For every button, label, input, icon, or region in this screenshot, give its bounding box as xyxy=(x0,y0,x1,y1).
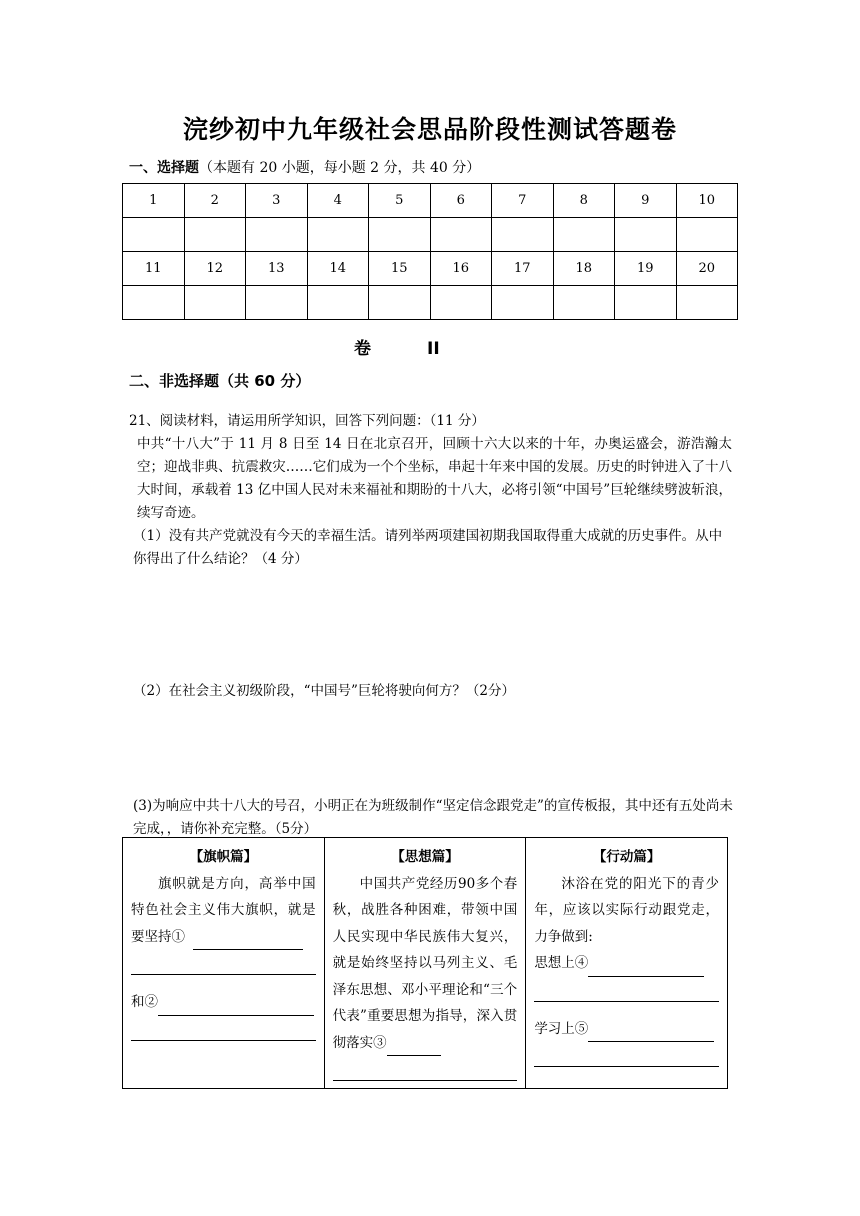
answer-cell[interactable] xyxy=(369,286,431,320)
question-21-material: 中共“十八大”于 11 月 8 日至 14 日在北京召开，回顾十六大以来的十年，办奥运盛会，游浩瀚太空；迎战非典、抗震救灾……它们成为一个个坐标，串起十年来中国的发展。历史的时钟进入了十八大时间，承载着 13 亿中国人民对未来福祉和期盼的十八大，必将引领“中国号”巨轮继续劈波斩浪，续写奇迹。 xyxy=(137,436,732,521)
flag-column-heading: 【旗帜篇】 xyxy=(189,849,258,865)
answer-blank-row xyxy=(123,286,738,320)
volume-label: 卷 xyxy=(354,339,371,359)
question-number: 16 xyxy=(430,252,492,286)
answer-cell[interactable] xyxy=(553,286,615,320)
thought-column-text: 中国共产党经历90多个春秋，战胜各种困难，带领中国人民实现中华民族伟大复兴，就是始终坚持以马列主义、毛泽东思想、邓小平理论和“三个代表”重要思想为指导，深入贯彻落实③ xyxy=(332,875,518,1051)
section1-heading: 一、选择题 xyxy=(129,160,199,176)
answer-cell[interactable] xyxy=(123,286,185,320)
subquestion-1: （1）没有共产党就没有今天的幸福生活。请列举两项建国初期我国取得重大成就的历史事件。从中你得出了什么结论？（4 分） xyxy=(133,528,723,567)
question-number: 3 xyxy=(246,184,308,218)
answer-line-5[interactable] xyxy=(534,1042,719,1067)
answer-line-1[interactable] xyxy=(131,950,316,975)
question-number: 14 xyxy=(307,252,369,286)
volume-heading xyxy=(354,334,440,359)
subquestion-2: （2）在社会主义初级阶段，“中国号”巨轮将驶向何方？（2分） xyxy=(133,683,515,699)
section1-note: （本题有 20 小题，每小题 2 分，共 40 分） xyxy=(199,160,481,176)
page-title: 浣纱初中九年级社会思品阶段性测试答题卷 xyxy=(182,115,677,144)
section2-heading: 二、非选择题（共 60 分） xyxy=(129,372,311,390)
answer-blank-5[interactable] xyxy=(588,1023,714,1042)
answer-cell[interactable] xyxy=(184,218,246,252)
answer-cell[interactable] xyxy=(615,218,677,252)
question-number: 11 xyxy=(123,252,185,286)
answer-blank-4[interactable] xyxy=(588,958,704,977)
question-number: 15 xyxy=(369,252,431,286)
question-number: 9 xyxy=(615,184,677,218)
answer-blank-row xyxy=(123,218,738,252)
action-column-heading: 【行动篇】 xyxy=(592,849,661,865)
answer-cell[interactable] xyxy=(492,286,554,320)
action-column-text: 沐浴在党的阳光下的青少年，应该以实际行动跟党走，力争做到: xyxy=(534,875,719,945)
thought-column xyxy=(324,838,526,1089)
answer-cell[interactable] xyxy=(369,218,431,252)
volume-number: II xyxy=(427,339,440,359)
answer-cell[interactable] xyxy=(307,286,369,320)
question-number: 20 xyxy=(676,252,738,286)
question-number: 19 xyxy=(615,252,677,286)
answer-cell[interactable] xyxy=(615,286,677,320)
subquestion-3: (3)为响应中共十八大的号召，小明正在为班级制作“坚定信念跟党走”的宣传板报，其中还有五处尚未完成，，请你补充完整。（5分） xyxy=(133,798,733,837)
question-number: 1 xyxy=(123,184,185,218)
blackboard-table xyxy=(122,837,728,1089)
answer-number-row xyxy=(123,252,738,286)
answer-cell[interactable] xyxy=(246,286,308,320)
flag-column-prefix-2: 和② xyxy=(131,994,158,1010)
answer-blank-2[interactable] xyxy=(158,997,314,1016)
question-number: 7 xyxy=(492,184,554,218)
action-item-4-label: 思想上④ xyxy=(534,955,589,971)
answer-number-row xyxy=(123,184,738,218)
answer-blank-3[interactable] xyxy=(387,1037,441,1056)
answer-grid xyxy=(122,183,738,320)
question-number: 18 xyxy=(553,252,615,286)
answer-line-3[interactable] xyxy=(333,1056,518,1081)
answer-line-4[interactable] xyxy=(534,977,719,1002)
question-number: 12 xyxy=(184,252,246,286)
answer-cell[interactable] xyxy=(492,218,554,252)
flag-column xyxy=(123,838,325,1089)
answer-cell[interactable] xyxy=(307,218,369,252)
answer-cell[interactable] xyxy=(430,218,492,252)
question-number: 13 xyxy=(246,252,308,286)
answer-cell[interactable] xyxy=(553,218,615,252)
thought-column-heading: 【思想篇】 xyxy=(391,849,459,865)
question-number: 17 xyxy=(492,252,554,286)
answer-cell[interactable] xyxy=(676,218,738,252)
answer-cell[interactable] xyxy=(246,218,308,252)
question-21-stem: 21、阅读材料，请运用所学知识，回答下列问题：（11 分） xyxy=(129,413,485,429)
question-number: 5 xyxy=(369,184,431,218)
answer-blank-1[interactable] xyxy=(193,931,303,950)
answer-cell[interactable] xyxy=(676,286,738,320)
question-number: 6 xyxy=(430,184,492,218)
answer-cell[interactable] xyxy=(123,218,185,252)
action-column xyxy=(526,838,728,1089)
question-number: 4 xyxy=(307,184,369,218)
section1-header xyxy=(129,157,480,177)
question-number: 8 xyxy=(553,184,615,218)
question-number: 2 xyxy=(184,184,246,218)
answer-line-2[interactable] xyxy=(131,1016,316,1041)
flag-column-text: 旗帜就是方向，高举中国特色社会主义伟大旗帜，就是要坚持① xyxy=(131,875,316,945)
question-number: 10 xyxy=(676,184,738,218)
action-item-5-label: 学习上⑤ xyxy=(534,1020,589,1037)
answer-cell[interactable] xyxy=(430,286,492,320)
answer-cell[interactable] xyxy=(184,286,246,320)
